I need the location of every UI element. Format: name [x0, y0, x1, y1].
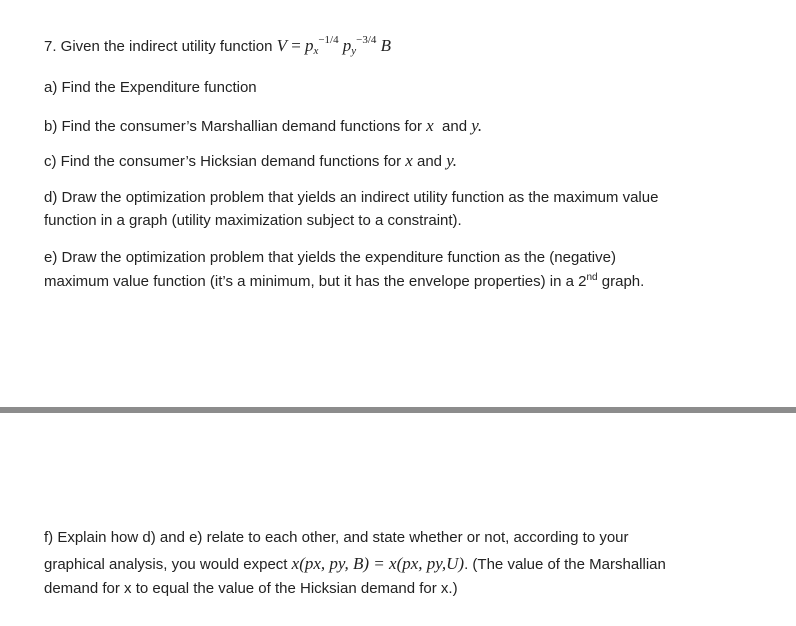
- question-title: [44, 34, 391, 57]
- demand-equation: x(px, py, B) = x(px, py,U): [291, 554, 465, 573]
- part-d-line2: function in a graph (utility maximization subject to a constraint).: [44, 212, 462, 229]
- part-b: b) Find the consumer’s Marshallian demand functions for x and y.: [44, 116, 483, 135]
- part-d-line1: d) Draw the optimization problem that yields an indirect utility function as the maximum value: [44, 189, 659, 206]
- part-e-line2: maximum value function (it’s a minimum, but it has the envelope properties) in a 2nd graph.: [44, 272, 645, 290]
- question-intro: 7. Given the indirect utility function: [44, 38, 273, 55]
- utility-symbol: V: [276, 36, 288, 55]
- part-e-line1: e) Draw the optimization problem that yields the expenditure function as the (negative): [44, 249, 616, 266]
- budget-B: B: [380, 36, 391, 55]
- part-f-line1: f) Explain how d) and e) relate to each other, and state whether or not, according to your: [44, 529, 629, 546]
- price-y: $p_y^{-3/4}$: [342, 34, 377, 57]
- price-x: $p_x^{-1/4}$: [304, 34, 339, 57]
- part-a: a) Find the Expenditure function: [44, 79, 257, 96]
- part-f-line3: demand for x to equal the value of the Hicksian demand for x.): [44, 580, 458, 597]
- equals-sign: =: [291, 36, 301, 55]
- part-f-line2: graphical analysis, you would expect x(px, py, B) = x(px, py,U). (The value of the Marshallian: [44, 554, 666, 573]
- section-divider: [0, 407, 796, 413]
- part-c: c) Find the consumer’s Hicksian demand functions for x and y.: [44, 151, 458, 170]
